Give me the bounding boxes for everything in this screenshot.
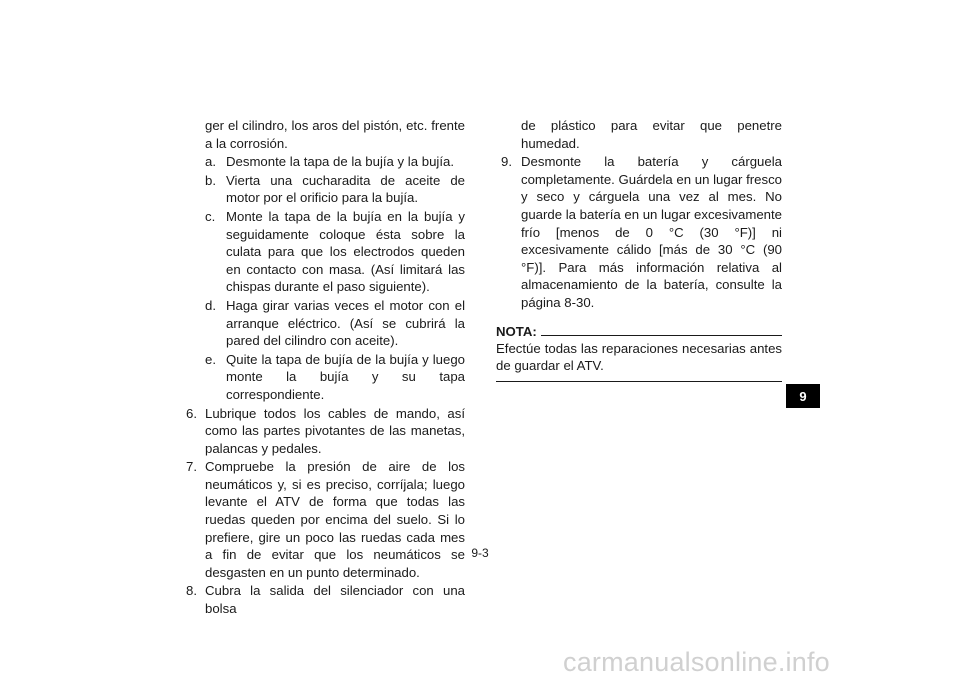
step-text: Cubra la salida del silenciador con una bolsa bbox=[205, 583, 465, 617]
note-rule bbox=[541, 335, 782, 336]
sub-step-label: e. bbox=[205, 351, 216, 367]
step-text: Compruebe la presión de aire de los neumáticos y, si es preciso, corríjala; luego levante el ATV de forma que todas las ruedas queden por encima del suelo. Si lo prefiere, gire un poco las ruedas cada mes a fin de evitar que los neumáticos se desgasten en un punto determinado. bbox=[205, 459, 465, 580]
step-text: Desmonte la batería y cárguela completamente. Guárdela en un lugar fresco y seco y cárguela una vez al mes. No guarde la batería en un lugar excesivamente frío [menos de 0 °C (30 °F)] ni excesivamente cálido [más de 30 °C (90 °F)]. Para más información relativa al almacenamiento de la batería, consulte la página 8-30. bbox=[521, 154, 782, 310]
watermark-text: carmanualsonline.info bbox=[563, 647, 830, 677]
step-6 bbox=[186, 405, 465, 458]
sub-step-a bbox=[186, 153, 465, 171]
sub-step-b bbox=[186, 172, 465, 207]
sub-step-label: d. bbox=[205, 297, 216, 313]
sub-step-text: Haga girar varias veces el motor con el arranque eléctrico. (Así se cubrirá la pared del cilindro con aceite). bbox=[226, 297, 465, 349]
step-9 bbox=[496, 153, 782, 311]
note-label: NOTA: bbox=[496, 323, 537, 339]
step-text: Lubrique todos los cables de mando, así como las partes pivotantes de las manetas, palancas y pedales. bbox=[205, 405, 465, 456]
page-number: 9-3 bbox=[471, 546, 489, 560]
right-lead-text: de plástico para evitar que penetre humedad. bbox=[521, 118, 782, 151]
note-text: Efectúe todas las reparaciones necesarias antes de guardar el ATV. bbox=[496, 340, 782, 374]
sub-step-c bbox=[186, 208, 465, 296]
chapter-tab: 9 bbox=[786, 384, 820, 408]
sub-step-text: Quite la tapa de bujía de la bujía y luego monte la bujía y su tapa correspondiente. bbox=[226, 351, 465, 402]
note-header bbox=[496, 324, 782, 340]
sub-step-label: b. bbox=[205, 172, 216, 188]
left-lead-text: ger el cilindro, los aros del pistón, etc. frente a la corrosión. bbox=[205, 118, 465, 151]
left-column bbox=[186, 117, 465, 619]
note-end-rule bbox=[496, 381, 782, 382]
sub-step-e bbox=[186, 351, 465, 404]
sub-step-text: Monte la tapa de la bujía en la bujía y seguidamente coloque ésta sobre la culata para que los electrodos queden en contacto con masa. (Así limitará las chispas durante el paso siguiente). bbox=[226, 208, 465, 295]
step-label: 8. bbox=[186, 583, 197, 599]
step-label: 9. bbox=[501, 154, 512, 170]
sub-step-label: a. bbox=[205, 154, 216, 170]
step-7 bbox=[186, 458, 465, 581]
sub-step-label: c. bbox=[205, 208, 216, 224]
step-8 bbox=[186, 582, 465, 617]
sub-step-d bbox=[186, 297, 465, 350]
sub-step-text: Vierta una cucharadita de aceite de motor por el orificio para la bujía. bbox=[226, 172, 465, 206]
right-column bbox=[496, 117, 782, 382]
step-label: 7. bbox=[186, 459, 197, 475]
step-label: 6. bbox=[186, 405, 197, 421]
sub-step-text: Desmonte la tapa de la bujía y la bujía. bbox=[226, 154, 454, 170]
